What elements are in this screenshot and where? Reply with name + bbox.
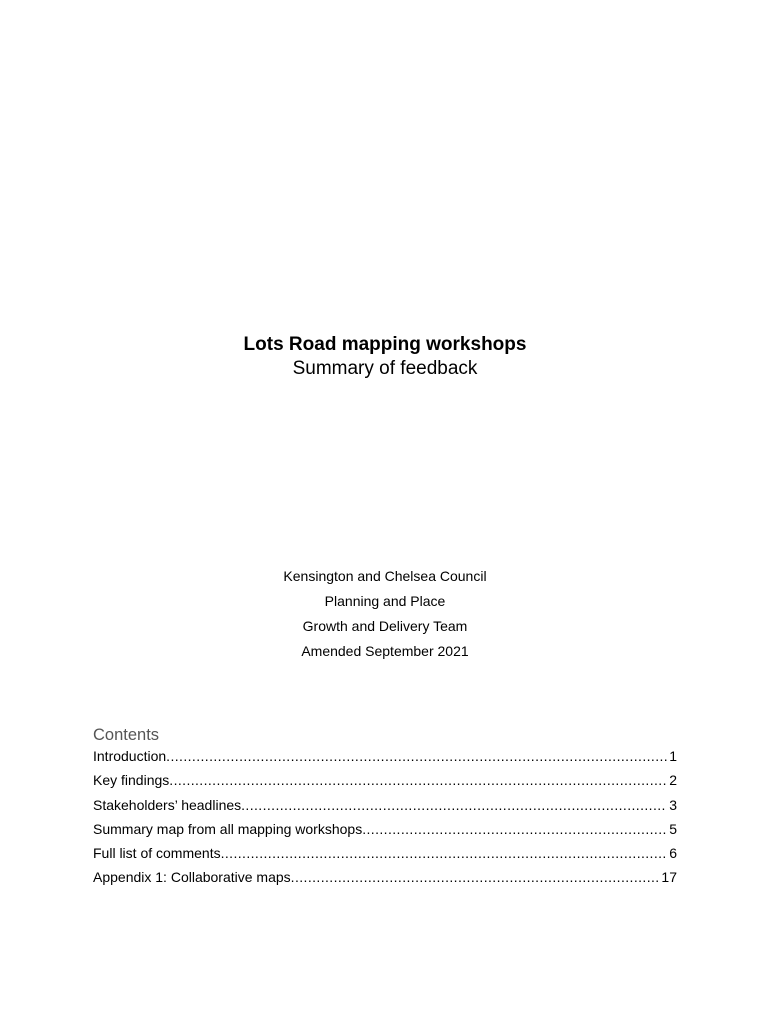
title-block: [0, 333, 770, 381]
toc-dot-leader: [291, 866, 660, 888]
toc-page-number: 5: [669, 820, 677, 837]
toc-label: Introduction: [93, 748, 167, 764]
toc-page-number: 17: [661, 869, 677, 886]
toc-label: Summary map from all mapping workshops: [93, 820, 363, 837]
toc-page-number: 2: [669, 772, 677, 789]
council-name: Kensington and Chelsea Council: [283, 568, 487, 584]
toc-entry-summary-map[interactable]: [93, 818, 677, 842]
toc-label: Full list of comments: [93, 845, 221, 862]
toc-page-number: 3: [669, 796, 677, 813]
toc-page-number: 6: [669, 845, 677, 862]
toc-label: Stakeholders’ headlines: [93, 796, 242, 813]
document-subtitle: Summary of feedback: [292, 358, 478, 379]
organization-block: [0, 565, 770, 665]
toc-entry-stakeholders-headlines[interactable]: [93, 794, 677, 818]
amended-date: Amended September 2021: [301, 643, 469, 659]
team-name: Growth and Delivery Team: [302, 618, 468, 634]
table-of-contents: [93, 745, 677, 891]
toc-entry-introduction[interactable]: [93, 745, 677, 769]
toc-dot-leader: [169, 769, 667, 791]
toc-entry-full-list-of-comments[interactable]: [93, 842, 677, 866]
toc-dot-leader: [221, 842, 668, 864]
toc-entry-appendix-1[interactable]: [93, 866, 677, 890]
contents-heading: Contents: [93, 726, 160, 744]
document-title: Lots Road mapping workshops: [243, 334, 527, 355]
toc-dot-leader: [166, 745, 667, 767]
toc-label: Appendix 1: Collaborative maps: [93, 869, 291, 886]
toc-label: Key findings: [93, 772, 170, 789]
toc-entry-key-findings[interactable]: [93, 769, 677, 793]
department-name: Planning and Place: [324, 593, 446, 609]
toc-dot-leader: [241, 794, 667, 816]
toc-dot-leader: [362, 818, 667, 840]
toc-page-number: 1: [669, 748, 677, 764]
